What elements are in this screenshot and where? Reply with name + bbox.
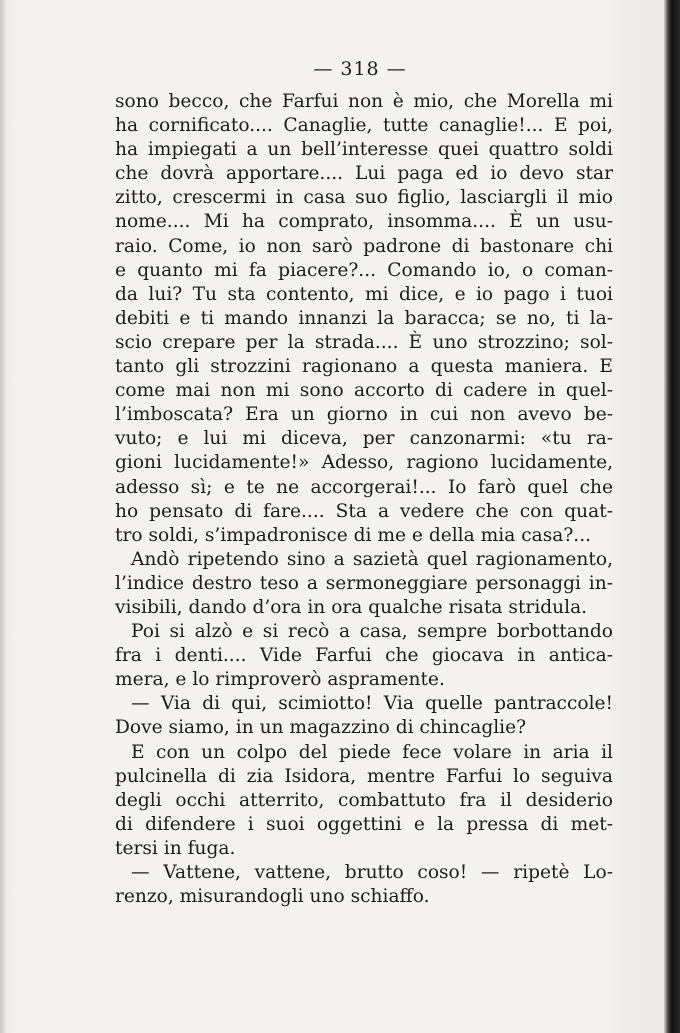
text-line: nome.... Mi ha comprato, insomma.... È un usu-: [115, 211, 613, 233]
text-line: ho pensato di fare.... Sta a vedere che con quat-: [115, 500, 613, 522]
text-line: raio. Come, io non sarò padrone di bastonare chi: [115, 235, 613, 257]
text-line: gioni lucidamente!» Adesso, ragiono lucidamente,: [115, 452, 613, 474]
text-line: Andò ripetendo sino a sazietà quel ragionamento,: [131, 548, 613, 570]
text-line: visibili, dando d’ora in ora qualche risata stridula.: [115, 596, 588, 618]
text-line: e quanto mi fa piacere?... Comando io, o coman-: [115, 259, 613, 281]
text-line: E con un colpo del piede fece volare in aria il: [131, 741, 613, 763]
text-line: degli occhi atterrito, combattuto fra il desiderio: [115, 789, 613, 811]
book-binding-edge: [664, 0, 680, 1033]
text-line: debiti e ti mando innanzi la baracca; se no, ti la-: [115, 307, 613, 329]
text-line: zitto, crescermi in casa suo figlio, lasciargli il mio: [115, 187, 613, 209]
text-line: tanto gli strozzini ragionano a questa maniera. E: [115, 356, 613, 378]
text-line: di difendere i suoi oggettini e la pressa di met-: [115, 813, 613, 835]
text-line: — Vattene, vattene, brutto coso! — ripetè Lo-: [131, 862, 613, 883]
text-line: l’indice destro teso a sermoneggiare personaggi in-: [115, 572, 613, 594]
text-line: l’imboscata? Era un giorno in cui non avevo be-: [115, 404, 613, 426]
text-line: fra i denti.... Vide Farfui che giocava in antica-: [115, 645, 613, 667]
text-line: sono becco, che Farfui non è mio, che Morella mi: [115, 91, 613, 112]
text-line: pulcinella di zia Isidora, mentre Farfui lo seguiva: [115, 765, 613, 787]
text-line: ha impiegati a un bell’interesse quei quattro soldi: [115, 139, 613, 161]
text-line: che dovrà apportare.... Lui paga ed io devo star: [115, 163, 613, 185]
page-text: [115, 90, 613, 909]
text-line: scio crepare per la strada.... È uno strozzino; sol-: [115, 331, 613, 353]
text-line: renzo, misurandogli uno schiaffo.: [115, 886, 430, 908]
page-number: — 318 —: [313, 58, 407, 80]
text-line: mera, e lo rimproverò aspramente.: [115, 669, 445, 691]
page-left-shadow: [0, 0, 6, 1033]
text-line: da lui? Tu sta contento, mi dice, e io pago i tuoi: [115, 283, 613, 305]
text-line: adesso sì; e te ne accorgerai!... Io farò quel che: [115, 476, 613, 498]
text-line: tersi in fuga.: [115, 837, 236, 859]
text-line: vuto; e lui mi diceva, per canzonarmi: «tu ra-: [115, 428, 613, 450]
text-line: come mai non mi sono accorto di cadere in quel-: [115, 380, 613, 402]
text-line: Dove siamo, in un magazzino di chincaglie?: [115, 717, 527, 739]
text-line: Poi si alzò e si recò a casa, sempre borbottando: [131, 621, 613, 643]
text-line: tro soldi, s’impadronisce di me e della mia casa?...: [115, 524, 592, 546]
text-line: ha cornificato.... Canaglie, tutte canaglie!... E poi,: [115, 115, 613, 137]
text-line: — Via di qui, scimiotto! Via quelle pantraccole!: [131, 693, 613, 715]
